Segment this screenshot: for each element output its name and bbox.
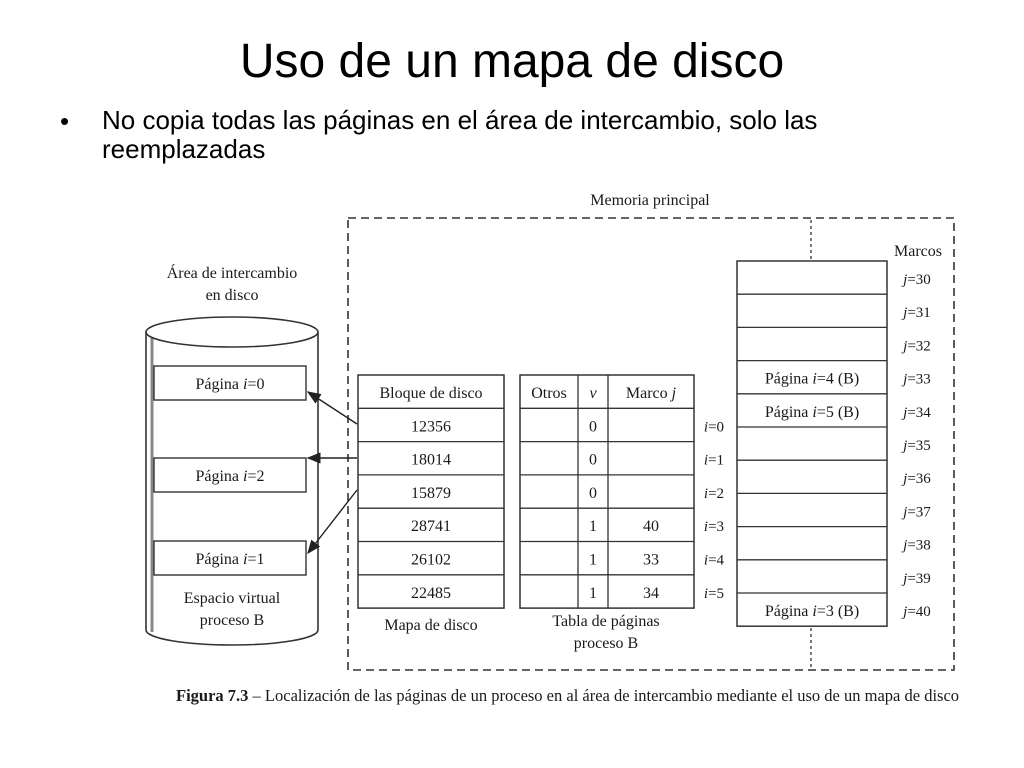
page-index-label: i=2 (703, 485, 725, 502)
page-table-valid-bit: 1 (589, 551, 597, 569)
virtual-space-label-line2: proceso B (199, 612, 265, 629)
swap-area-label-line2: en disco (205, 287, 259, 304)
frame-content: Página i=5 (B) (764, 403, 860, 421)
page-table-valid-bit: 1 (589, 584, 597, 602)
page-table-valid-bit: 0 (589, 451, 597, 469)
frame-content: Página i=4 (B) (764, 370, 860, 388)
bullet-marker: • (60, 106, 70, 136)
frame-index-label: j=33 (903, 371, 931, 388)
frame-index-label: j=37 (903, 504, 931, 521)
page-index-label: i=4 (703, 552, 725, 569)
page-table-header-v: v (589, 385, 597, 402)
frame-index-label: j=36 (903, 471, 931, 488)
page-table-valid-bit: 1 (589, 518, 597, 536)
page-table-frame-number: 34 (643, 584, 659, 602)
frame-index-label: j=35 (903, 438, 931, 454)
disk-block-value: 18014 (411, 451, 451, 469)
slide-title: Uso de un mapa de disco (239, 35, 785, 88)
page-index-label: i=3 (703, 519, 725, 536)
disk-map-caption: Mapa de disco (384, 617, 478, 634)
figure-caption-label: Figura 7.3 (176, 686, 249, 705)
page-index-label: i=1 (703, 452, 725, 469)
main-memory-label: Memoria principal (590, 192, 710, 209)
page-table-frame-number: 33 (643, 551, 659, 569)
frame-index-label: j=32 (903, 338, 931, 355)
page-table-caption-line2: proceso B (573, 635, 639, 652)
virtual-space-label-line1: Espacio virtual (183, 590, 281, 607)
swap-page-label: Página i=1 (195, 551, 265, 568)
disk-block-value: 12356 (411, 418, 451, 436)
disk-block-value: 22485 (411, 584, 451, 602)
swap-page-label: Página i=2 (195, 468, 265, 485)
disk-map-header: Bloque de disco (379, 385, 483, 402)
page-table-frame-number: 40 (643, 518, 659, 536)
frame-index-label: j=40 (903, 604, 931, 620)
page-table-valid-bit: 0 (589, 484, 597, 502)
swap-page-label: Página i=0 (195, 376, 265, 393)
frame-index-label: j=31 (903, 305, 931, 322)
page-table (520, 375, 694, 608)
page-table-caption-line1: Tabla de páginas (552, 613, 660, 630)
page-table-header-marco: Marco j (625, 385, 677, 402)
frames-header: Marcos (894, 243, 942, 260)
page-table-valid-bit: 0 (589, 418, 597, 436)
frame-content: Página i=3 (B) (764, 603, 860, 620)
frame-index-label: j=30 (903, 272, 931, 288)
figure-caption-text: – Localización de las páginas de un proceso en al área de intercambio mediante el uso de un mapa de disco (248, 686, 960, 705)
disk-block-value: 28741 (411, 518, 451, 536)
swap-area-label-line1: Área de intercambio (166, 265, 298, 282)
page-index-label: i=5 (703, 585, 725, 602)
frame-index-label: j=39 (903, 570, 931, 587)
frame-index-label: j=34 (903, 404, 931, 421)
page-index-label: i=0 (703, 419, 725, 436)
figure-caption (176, 686, 976, 705)
page-table-header-otros: Otros (531, 385, 567, 402)
disk-block-value: 26102 (411, 551, 451, 569)
disk-block-value: 15879 (411, 484, 451, 502)
frames-column (737, 261, 887, 626)
frame-index-label: j=38 (903, 537, 931, 554)
bullet-text: No copia todas las páginas en el área de intercambio, solo las reemplazadas (102, 105, 818, 164)
